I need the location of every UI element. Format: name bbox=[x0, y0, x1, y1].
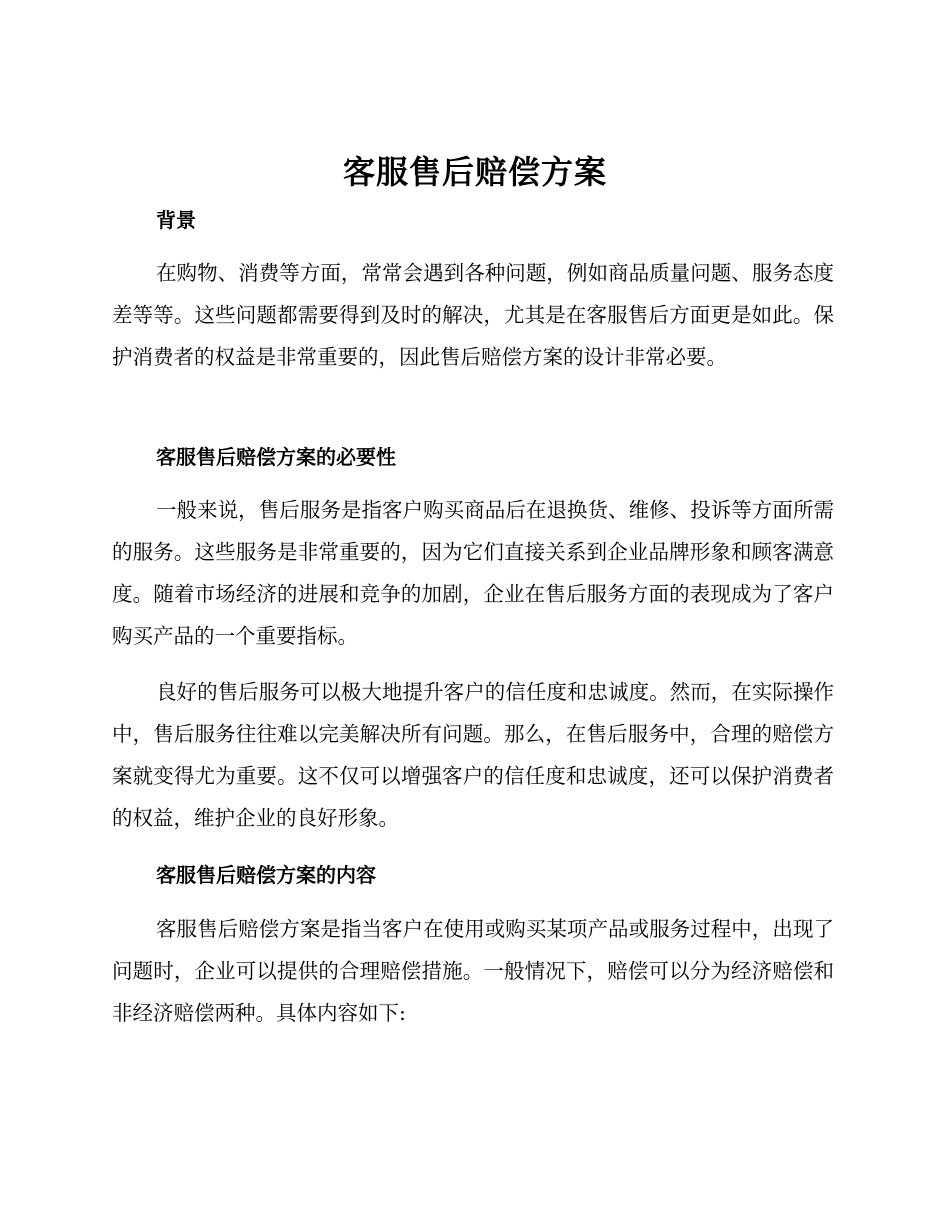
section-heading-necessity: 客服售后赔偿方案的必要性 bbox=[156, 445, 396, 469]
section-heading-content: 客服售后赔偿方案的内容 bbox=[156, 863, 376, 887]
page-title: 客服售后赔偿方案 bbox=[342, 153, 607, 191]
paragraph-necessity-1: 一般来说，售后服务是指客户购买商品后在退换货、维修、投诉等方面所需的服务。这些服务是非常重要的，因为它们直接关系到企业品牌形象和顾客满意度。随着市场经济的进展和竞争的加剧，企业在售后服务方面的表现成为了客户购买产品的一个重要指标。 bbox=[112, 498, 834, 648]
section-heading-background: 背景 bbox=[156, 208, 196, 232]
paragraph-necessity-2: 良好的售后服务可以极大地提升客户的信任度和忠诚度。然而，在实际操作中，售后服务往往难以完美解决所有问题。那么，在售后服务中，合理的赔偿方案就变得尤为重要。这不仅可以增强客户的信任度和忠诚度，还可以保护消费者的权益，维护企业的良好形象。 bbox=[112, 680, 834, 830]
paragraph-content: 客服售后赔偿方案是指当客户在使用或购买某项产品或服务过程中，出现了问题时，企业可以提供的合理赔偿措施。一般情况下，赔偿可以分为经济赔偿和非经济赔偿两种。具体内容如下: bbox=[112, 917, 834, 1025]
paragraph-background: 在购物、消费等方面，常常会遇到各种问题，例如商品质量问题、服务态度差等等。这些问题都需要得到及时的解决，尤其是在客服售后方面更是如此。保护消费者的权益是非常重要的，因此售后赔偿方案的设计非常必要。 bbox=[112, 261, 834, 369]
